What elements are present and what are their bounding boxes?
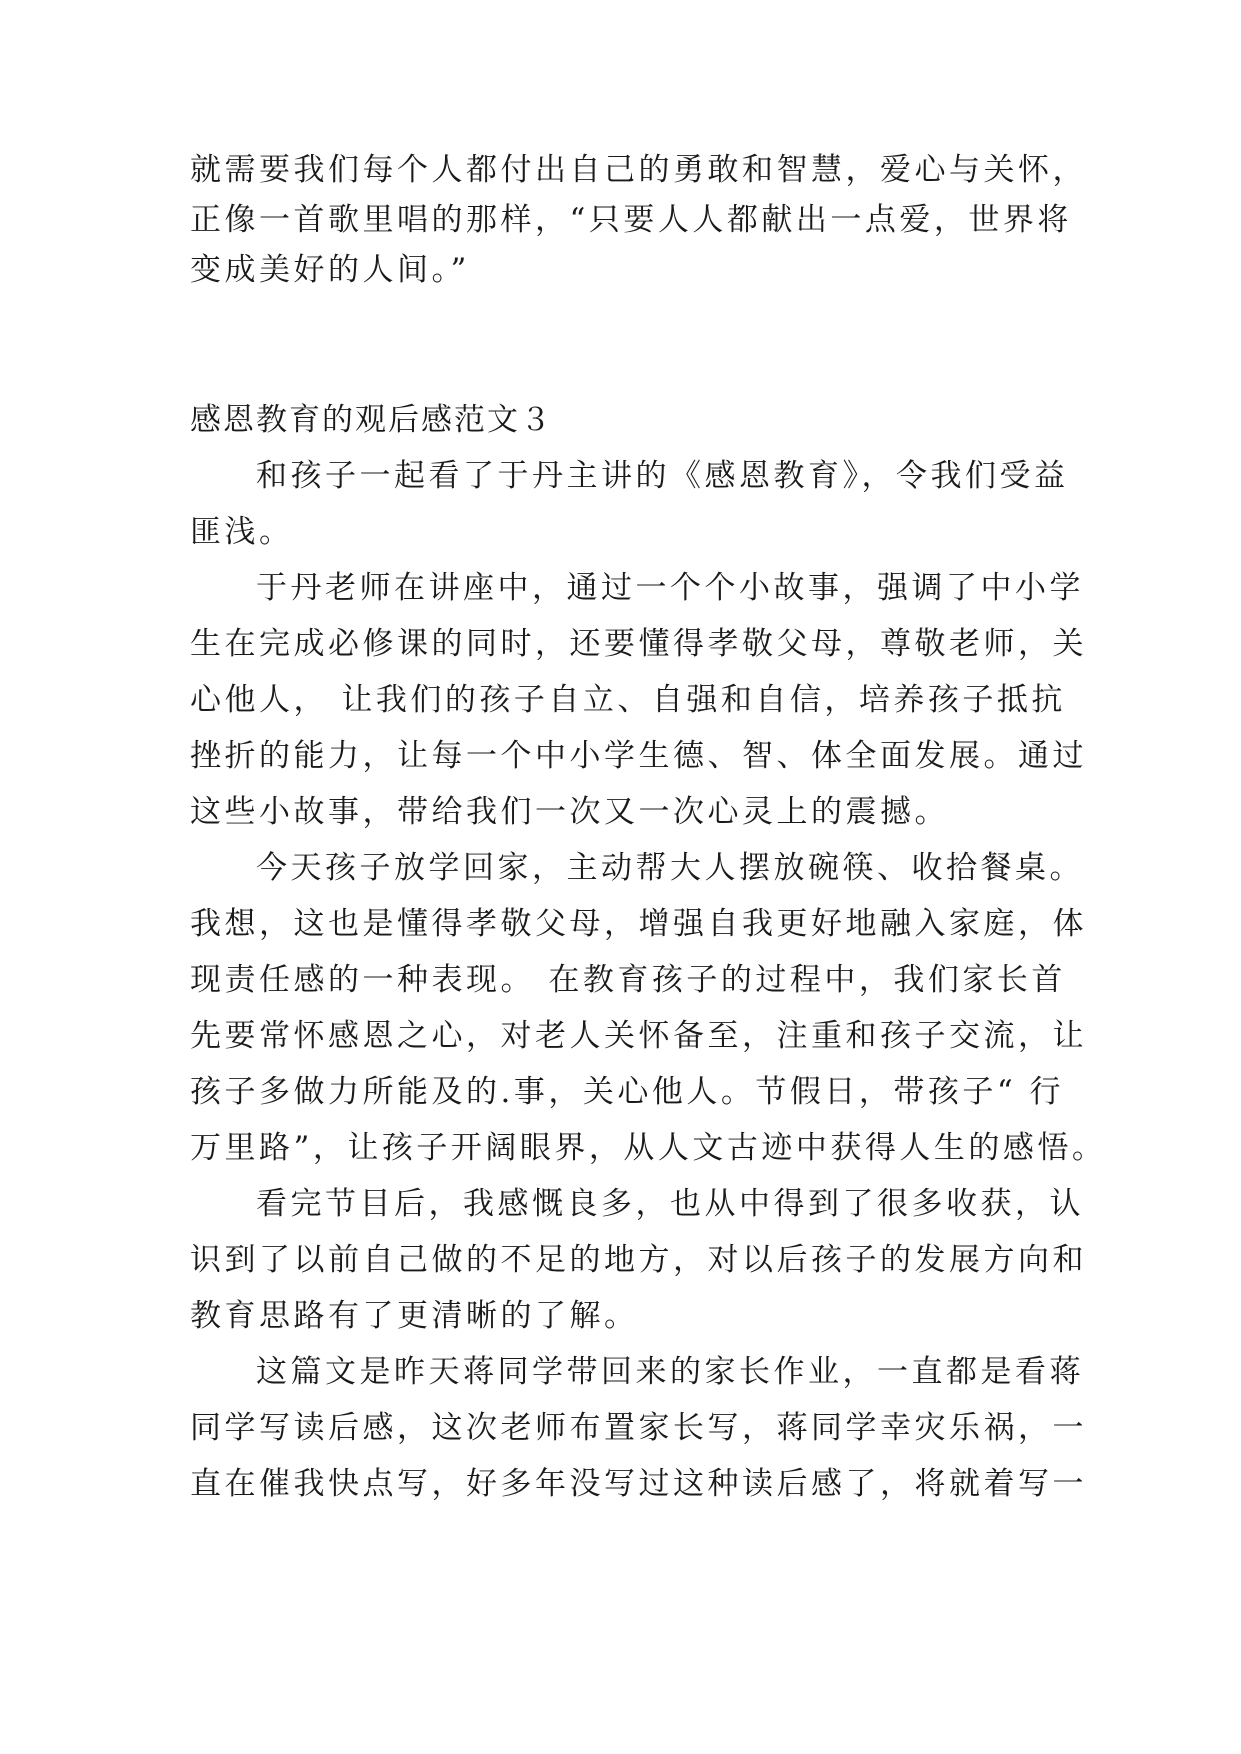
paragraph-line: 今天孩子放学回家，主动帮大人摆放碗筷、收拾餐桌。 (256, 850, 1084, 886)
paragraph-line: 同学写读后感，这次老师布置家长写，蒋同学幸灾乐祸，一 (190, 1410, 1087, 1446)
paragraph-line: 先要常怀感恩之心，对老人关怀备至，注重和孩子交流，让 (190, 1018, 1087, 1054)
paragraph-line: 生在完成必修课的同时，还要懂得孝敬父母，尊敬老师，关 (190, 626, 1087, 662)
paragraph-line: 挫折的能力，让每一个中小学生德、智、体全面发展。通过 (190, 738, 1087, 774)
paragraph-line: 万里路”，让孩子开阔眼界，从人文古迹中获得人生的感悟。 (190, 1130, 1107, 1166)
paragraph-line: 直在催我快点写，好多年没写过这种读后感了，将就着写一 (190, 1466, 1087, 1502)
intro-line: 正像一首歌里唱的那样，“只要人人都献出一点爱，世界将 (190, 202, 1072, 238)
section-title: 感恩教育的观后感范文３ (190, 402, 553, 438)
paragraph-line: 现责任感的一种表现。 在教育孩子的过程中，我们家长首 (190, 962, 1066, 998)
paragraph-line: 心他人， 让我们的孩子自立、自强和自信，培养孩子抵抗 (190, 682, 1066, 718)
paragraph-line: 这些小故事，带给我们一次又一次心灵上的震撼。 (190, 794, 949, 830)
paragraph-line: 识到了以前自己做的不足的地方，对以后孩子的发展方向和 (190, 1242, 1087, 1278)
paragraph-line: 孩子多做力所能及的.事，关心他人。节假日，带孩子“ 行 (190, 1074, 1065, 1110)
paragraph-line: 我想，这也是懂得孝敬父母，增强自我更好地融入家庭，体 (190, 906, 1087, 942)
intro-line: 变成美好的人间。” (190, 252, 470, 288)
paragraph-line: 教育思路有了更清晰的了解。 (190, 1298, 639, 1334)
paragraph-line: 于丹老师在讲座中，通过一个个小故事，强调了中小学 (256, 570, 1084, 606)
paragraph-line: 看完节目后，我感慨良多，也从中得到了很多收获，认 (256, 1186, 1084, 1222)
paragraph-line: 和孩子一起看了于丹主讲的《感恩教育》，令我们受益 (256, 458, 1069, 494)
intro-line: 就需要我们每个人都付出自己的勇敢和智慧，爱心与关怀， (190, 152, 1087, 188)
paragraph-line: 匪浅。 (190, 514, 294, 550)
paragraph-line: 这篇文是昨天蒋同学带回来的家长作业，一直都是看蒋 (256, 1354, 1084, 1390)
